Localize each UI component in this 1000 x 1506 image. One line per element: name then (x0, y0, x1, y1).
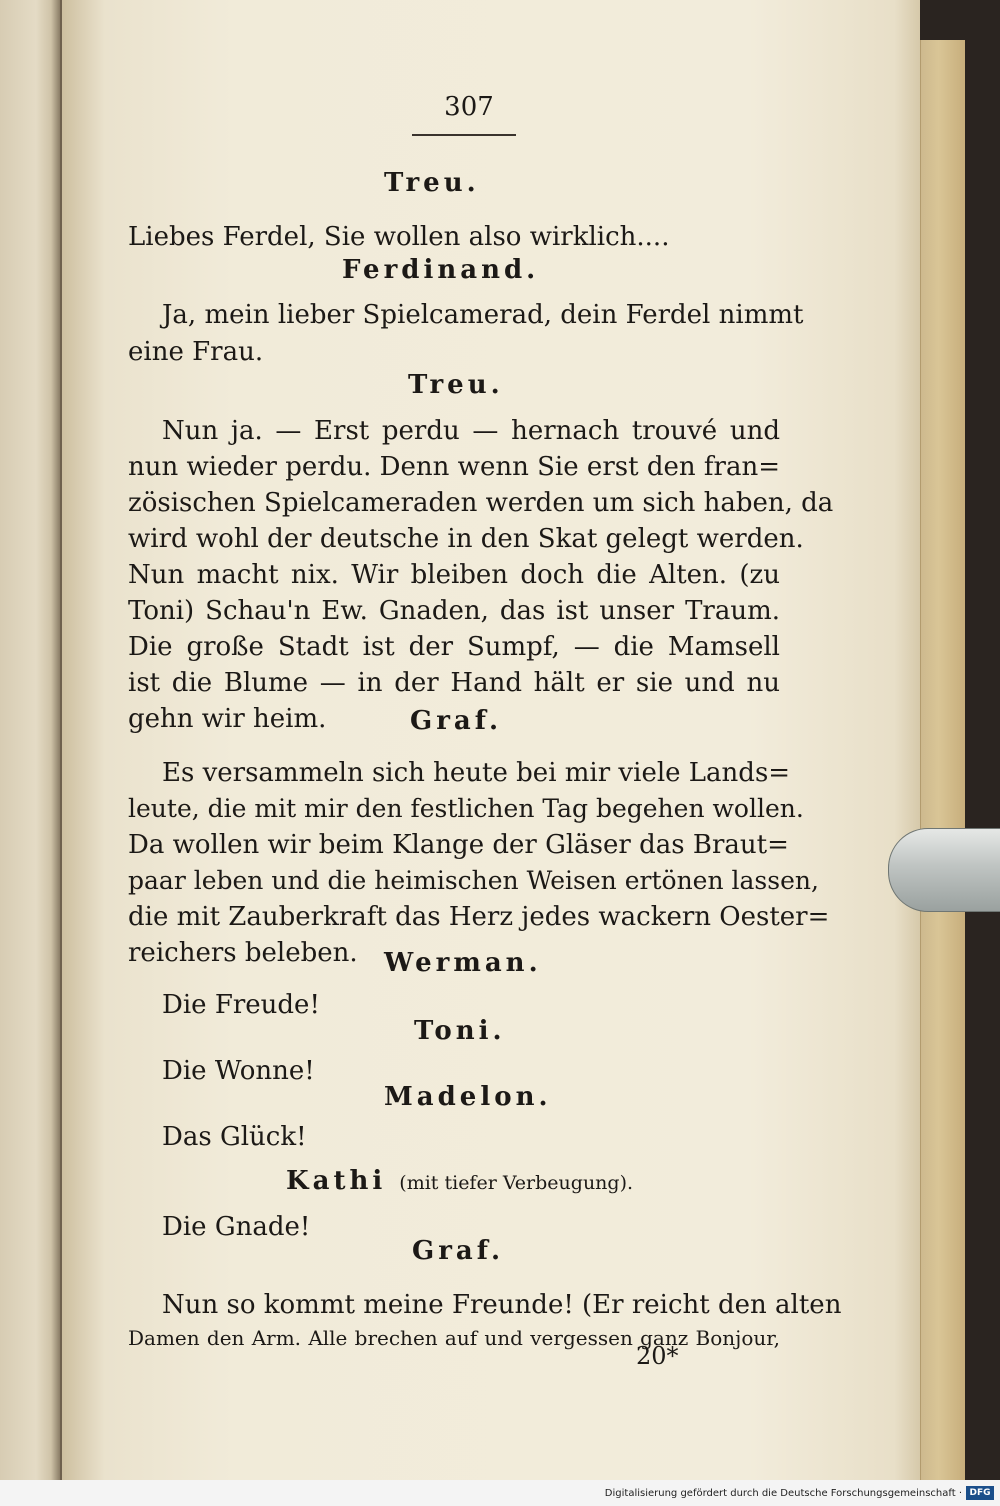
text-line: Die Wonne! (162, 1056, 315, 1086)
text-line: Die große Stadt ist der Sumpf, — die Mamsell (128, 632, 780, 662)
text-line: paar leben und die heimischen Weisen ertönen lassen, (128, 866, 819, 895)
text-line: Nun ja. — Erst perdu — hernach trouvé und (162, 416, 780, 446)
stage-direction: (mit tiefer Verbeugung). (399, 1172, 634, 1194)
speaker-name (286, 1166, 633, 1196)
text-line: leute, die mit mir den festlichen Tag begehen wollen. (128, 794, 804, 823)
speaker-kathi: Kathi (286, 1166, 387, 1196)
footer-credit: Digitalisierung gefördert durch die Deutsche Forschungsgemeinschaft · (604, 1488, 962, 1499)
page-stack-edge (920, 40, 965, 1480)
text-line: Die Gnade! (162, 1212, 311, 1242)
speaker-name: Graf. (412, 1236, 505, 1266)
text-line: gehn wir heim. (128, 704, 327, 734)
speaker-name: Treu. (384, 168, 480, 198)
text-line: reichers beleben. (128, 938, 358, 968)
text-line: die mit Zauberkraft das Herz jedes wackern Oester= (128, 902, 830, 932)
text-line: zösischen Spielcameraden werden um sich haben, da (128, 488, 834, 518)
text-line: Die Freude! (162, 990, 320, 1020)
page-holder-clip (888, 828, 1000, 912)
text-line: Das Glück! (162, 1122, 307, 1152)
previous-page-edge (0, 0, 62, 1480)
text-line: Ja, mein lieber Spielcamerad, dein Ferdel nimmt (162, 300, 804, 330)
speaker-name: Graf. (410, 706, 503, 736)
signature-mark: 20* (636, 1342, 679, 1370)
text-line: nun wieder perdu. Denn wenn Sie erst den fran= (128, 452, 780, 482)
speaker-name: Treu. (408, 370, 504, 400)
text-line: Toni) Schau'n Ew. Gnaden, das ist unser Traum. (128, 596, 780, 626)
speaker-name: Madelon. (384, 1082, 552, 1112)
text-line: eine Frau. (128, 337, 264, 367)
page-number: 307 (444, 92, 494, 122)
speaker-name: Werman. (384, 948, 542, 978)
speaker-name: Toni. (414, 1016, 506, 1046)
text-line: Liebes Ferdel, Sie wollen also wirklich.... (128, 222, 670, 252)
text-line: Damen den Arm. Alle brechen auf und vergessen ganz Bonjour, (128, 1326, 780, 1350)
text-line: wird wohl der deutsche in den Skat gelegt werden. (128, 524, 804, 554)
page-number-rule (412, 134, 516, 136)
speaker-name: Ferdinand. (342, 255, 540, 285)
text-line: ist die Blume — in der Hand hält er sie und nu (128, 668, 780, 698)
text-line: Nun macht nix. Wir bleiben doch die Alten. (zu (128, 560, 780, 590)
text-line: Nun so kommt meine Freunde! (Er reicht den alten (162, 1290, 842, 1320)
text-line: Es versammeln sich heute bei mir viele Lands= (162, 758, 791, 788)
dfg-logo-icon: DFG (966, 1486, 994, 1500)
text-line: Da wollen wir beim Klange der Gläser das Braut= (128, 830, 789, 860)
